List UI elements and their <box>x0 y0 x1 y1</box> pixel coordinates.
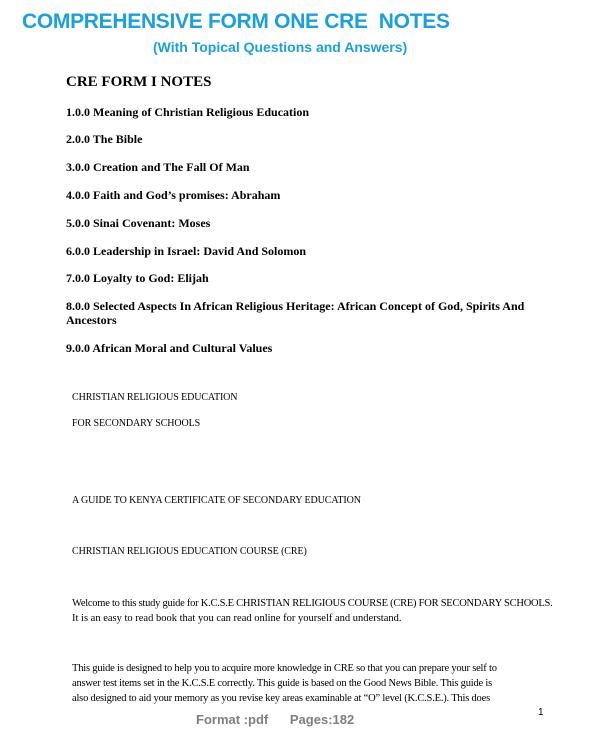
toc-item: 9.0.0 African Moral and Cultural Values <box>66 341 273 355</box>
caps-line: A GUIDE TO KENYA CERTIFICATE OF SECONDARY EDUCATION <box>72 495 361 506</box>
footer-format-pages <box>196 712 354 727</box>
format-label: Format :pdf <box>196 712 269 727</box>
toc-item: 4.0.0 Faith and God’s promises: Abraham <box>66 188 281 202</box>
page-number: 1 <box>538 707 544 718</box>
toc-item: 5.0.0 Sinai Covenant: Moses <box>66 216 211 230</box>
toc-item: 7.0.0 Loyalty to God: Elijah <box>66 271 209 285</box>
guide-paragraph <box>72 661 552 706</box>
paragraph-line: This guide is designed to help you to acquire more knowledge in CRE so that you can prepare your self to <box>72 663 497 674</box>
welcome-paragraph <box>72 596 552 626</box>
toc-item: 2.0.0 The Bible <box>66 132 143 146</box>
paragraph-line: answer test items set in the K.C.S.E correctly. This guide is based on the Good News Bible. This guide is <box>72 678 493 689</box>
toc-item: 6.0.0 Leadership in Israel: David And Solomon <box>66 244 307 258</box>
paragraph-line: It is an easy to read book that you can read online for yourself and understand. <box>72 613 402 624</box>
banner-subtitle: (With Topical Questions and Answers) <box>153 39 408 55</box>
banner-title: COMPREHENSIVE FORM ONE CRE NOTES <box>22 10 450 33</box>
caps-line: CHRISTIAN RELIGIOUS EDUCATION COURSE (CRE) <box>72 546 307 557</box>
paragraph-line: Welcome to this study guide for K.C.S.E CHRISTIAN RELIGIOUS COURSE (CRE) FOR SECONDARY SCHOOLS. <box>72 598 553 609</box>
pages-label: Pages:182 <box>289 712 355 727</box>
toc-item: 8.0.0 Selected Aspects In African Religious Heritage: African Concept of God, Spirits And Ancestors <box>66 299 525 327</box>
caps-line: FOR SECONDARY SCHOOLS <box>72 418 201 429</box>
paragraph-line: also designed to aid your memory as you revise key areas examinable at “O” level (K.C.S.E.). This does <box>72 693 490 704</box>
toc-item: 1.0.0 Meaning of Christian Religious Education <box>66 105 310 119</box>
document-heading: CRE FORM I NOTES <box>66 74 212 90</box>
toc-item: 3.0.0 Creation and The Fall Of Man <box>66 160 250 174</box>
caps-line: CHRISTIAN RELIGIOUS EDUCATION <box>72 392 238 403</box>
